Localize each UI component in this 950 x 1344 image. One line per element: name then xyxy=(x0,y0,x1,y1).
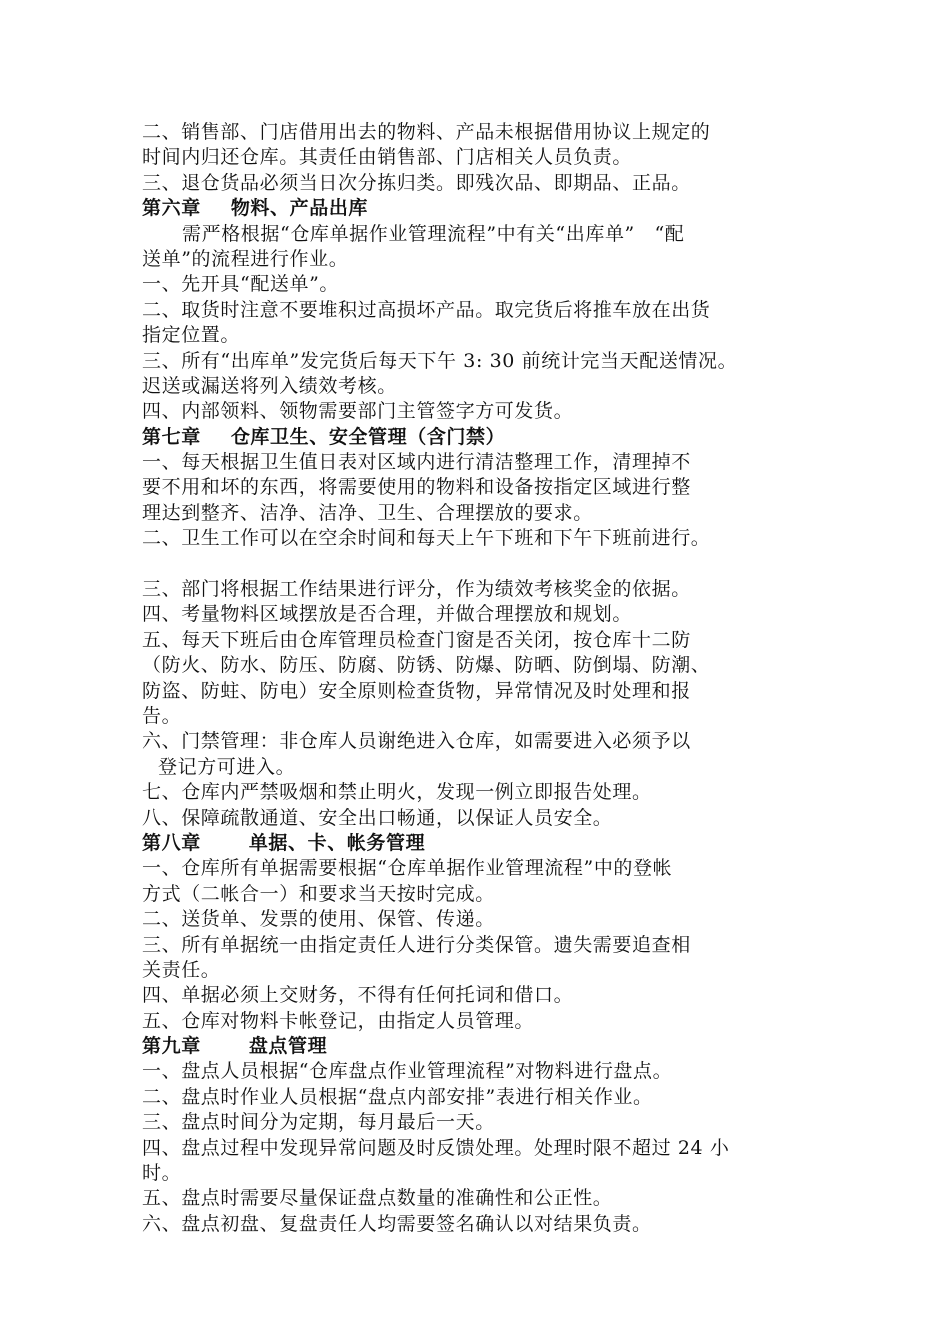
text-line: 时。 xyxy=(142,1162,182,1185)
chapter-heading xyxy=(142,1034,822,1059)
text-line: 四、盘点过程中发现异常问题及时反馈处理。处理时限不超过 24 小 xyxy=(142,1136,730,1159)
text-line: 时间内归还仓库。其责任由销售部、门店相关人员负责。 xyxy=(142,146,633,169)
text-line: 四、单据必须上交财务，不得有任何托词和借口。 xyxy=(142,984,574,1007)
text-line: 告。 xyxy=(142,704,182,727)
chapter-heading xyxy=(142,831,822,856)
text-line: 五、仓库对物料卡帐登记，由指定人员管理。 xyxy=(142,1009,535,1032)
chapter-number: 第六章 xyxy=(142,197,201,220)
text-line: 四、考量物料区域摆放是否合理，并做合理摆放和规划。 xyxy=(142,603,633,626)
text-line: 方式（二帐合一）和要求当天按时完成。 xyxy=(142,882,495,905)
text-line: 迟送或漏送将列入绩效考核。 xyxy=(142,374,397,397)
text-line: 要不用和坏的东西，将需要使用的物料和设备按指定区域进行整 xyxy=(142,476,691,499)
text-line: 六、门禁管理：非仓库人员谢绝进入仓库，如需要进入必须予以 xyxy=(142,730,691,753)
text-line: 三、退仓货品必须当日次分拣归类。即残次品、即期品、正品。 xyxy=(142,171,691,194)
text-line: 五、盘点时需要尽量保证盘点数量的准确性和公正性。 xyxy=(142,1187,613,1210)
text-line: 指定位置。 xyxy=(142,324,241,347)
chapter-title: 物料、产品出库 xyxy=(230,197,369,220)
chapter-heading xyxy=(142,196,822,221)
text-line: 一、先开具“配送单”。 xyxy=(142,273,340,296)
text-line: 一、每天根据卫生值日表对区域内进行清洁整理工作，清理掉不 xyxy=(142,451,691,474)
text-line: 关责任。 xyxy=(142,958,221,981)
chapter-title: 仓库卫生、安全管理（含门禁） xyxy=(230,425,506,448)
text-line: 二、销售部、门店借用出去的物料、产品未根据借用协议上规定的 xyxy=(142,121,711,143)
chapter-number: 第九章 xyxy=(142,1035,201,1058)
text-line: 需严格根据“仓库单据作业管理流程”中有关“出库单” “配 xyxy=(182,222,685,245)
text-line: 一、盘点人员根据“仓库盘点作业管理流程”对物料进行盘点。 xyxy=(142,1060,673,1083)
chapter-heading xyxy=(142,425,822,450)
blank-line xyxy=(142,552,822,577)
text-line: 八、保障疏散通道、安全出口畅通，以保证人员安全。 xyxy=(142,806,613,829)
text-line: 三、部门将根据工作结果进行评分，作为绩效考核奖金的依据。 xyxy=(142,578,691,601)
text-line: 六、盘点初盘、复盘责任人均需要签名确认以对结果负责。 xyxy=(142,1212,652,1235)
text-line: 防盗、防蛀、防电）安全原则检查货物，异常情况及时处理和报 xyxy=(142,679,691,702)
text-line: 三、盘点时间分为定期，每月最后一天。 xyxy=(142,1111,495,1134)
chapter-number: 第八章 xyxy=(142,831,201,854)
text-line: 理达到整齐、洁净、洁净、卫生、合理摆放的要求。 xyxy=(142,501,593,524)
text-line: 送单”的流程进行作业。 xyxy=(142,247,349,270)
text-line: 三、所有“出库单”发完货后每天下午 3: 30 前统计完当天配送情况。 xyxy=(142,349,738,372)
chapter-number: 第七章 xyxy=(142,425,201,448)
text-line: 二、取货时注意不要堆积过高损坏产品。取完货后将推车放在出货 xyxy=(142,298,711,321)
text-line: 二、卫生工作可以在空余时间和每天上午下班和下午下班前进行。 xyxy=(142,527,711,550)
text-line: 七、仓库内严禁吸烟和禁止明火，发现一例立即报告处理。 xyxy=(142,781,652,804)
text-line: 二、送货单、发票的使用、保管、传递。 xyxy=(142,908,495,931)
document-page xyxy=(142,120,822,1237)
text-line: 二、盘点时作业人员根据“盘点内部安排”表进行相关作业。 xyxy=(142,1085,653,1108)
text-line: 三、所有单据统一由指定责任人进行分类保管。遗失需要追查相 xyxy=(142,933,691,956)
text-line: 登记方可进入。 xyxy=(158,755,296,778)
chapter-title: 单据、卡、帐务管理 xyxy=(248,831,426,854)
chapter-title: 盘点管理 xyxy=(248,1035,328,1058)
text-line: 四、内部领料、领物需要部门主管签字方可发货。 xyxy=(142,400,574,423)
text-line: 一、仓库所有单据需要根据“仓库单据作业管理流程”中的登帐 xyxy=(142,857,673,880)
text-line: 五、每天下班后由仓库管理员检查门窗是否关闭，按仓库十二防 xyxy=(142,628,691,651)
text-line: （防火、防水、防压、防腐、防锈、防爆、防晒、防倒塌、防潮、 xyxy=(142,654,711,677)
